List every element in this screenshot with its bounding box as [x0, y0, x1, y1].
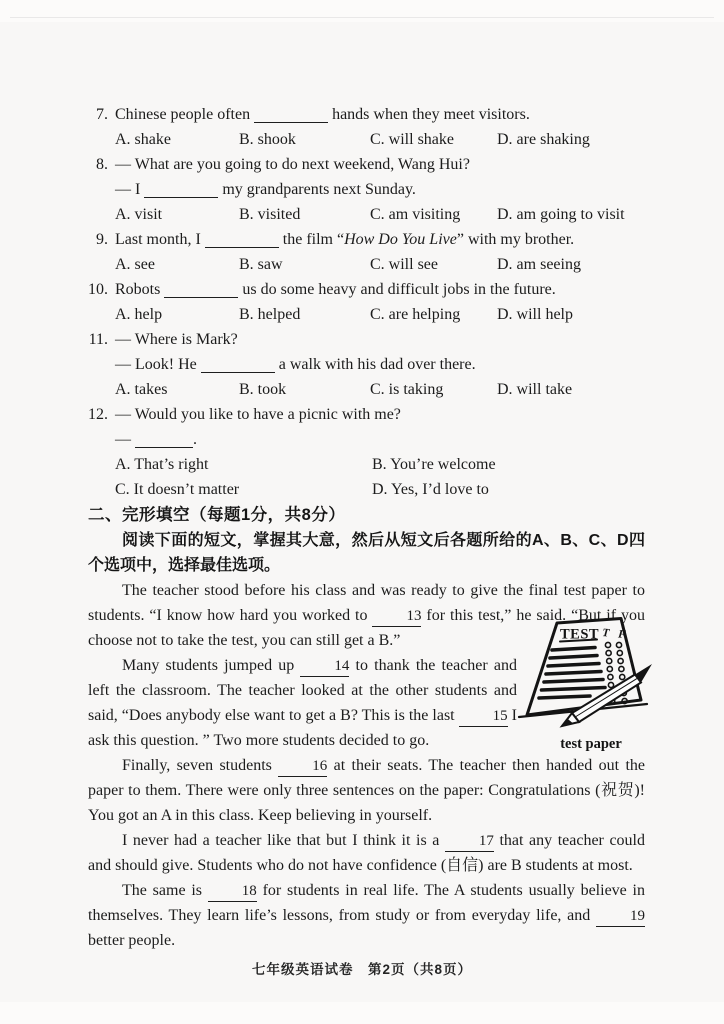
question-line: [115, 277, 645, 302]
question-item: [88, 402, 645, 502]
text-run: at their seats. The teacher then handed out the paper to them. There were only three sentences on the paper: Congratulations (祝贺)! You got an A in this class. Keep believing in yourself.: [88, 757, 646, 824]
question-line: [115, 152, 645, 177]
answer-blank: [135, 447, 193, 448]
option-item: B. You’re welcome: [372, 456, 496, 473]
answer-blank: [254, 122, 328, 123]
option-item: B. took: [239, 381, 287, 398]
page-content: [88, 102, 645, 953]
option-item: B. shook: [239, 131, 296, 148]
question-body: [115, 327, 645, 402]
question-number: 7.: [96, 106, 108, 123]
text-run: — Where is Mark?: [115, 331, 238, 348]
option-item: A. shake: [115, 131, 171, 148]
option-item: B. visited: [239, 206, 301, 223]
text-run: the film “: [278, 231, 345, 248]
film-title-italic: How Do You Live: [344, 231, 457, 248]
question-number: 8.: [96, 156, 108, 173]
option-item: C. is taking: [370, 381, 444, 398]
option-item: A. see: [115, 256, 155, 273]
cloze-paragraph: [88, 828, 645, 878]
paper-test-label: TEST: [560, 626, 600, 643]
text-run: — Look! He: [115, 356, 201, 373]
answer-blank: [205, 247, 279, 248]
option-row: [115, 452, 645, 477]
question-line: [115, 402, 645, 427]
option-item: C. It doesn’t matter: [115, 481, 240, 498]
question-number: 9.: [96, 231, 108, 248]
option-item: D. will take: [497, 381, 573, 398]
text-run: Chinese people often: [115, 106, 255, 123]
section-title: 二、完形填空（每题1分，共8分）: [88, 506, 346, 524]
question-line: [115, 352, 645, 377]
option-item: D. are shaking: [497, 131, 590, 148]
answer-blank: 14: [300, 659, 349, 677]
text-run: to thank the teacher and left the classroom. The teacher looked at the other students and said, “Does anybody else want to get a B? This is the last: [88, 657, 517, 724]
option-item: D. will help: [497, 306, 573, 323]
question-item: [88, 327, 645, 402]
questions-list: [88, 102, 645, 502]
question-body: [115, 402, 645, 502]
question-item: [88, 102, 645, 152]
text-run: better people.: [88, 932, 176, 949]
text-run: a walk with his dad over there.: [274, 356, 476, 373]
question-number: 11.: [88, 331, 108, 348]
question-body: [115, 277, 645, 327]
option-item: C. will shake: [370, 131, 454, 148]
option-row: [115, 477, 645, 502]
text-run: my grandparents next Sunday.: [218, 181, 416, 198]
test-paper-illustration: [516, 612, 666, 734]
illustration-caption: test paper: [560, 736, 622, 752]
question-item: [88, 277, 645, 327]
option-item: D. am seeing: [497, 256, 581, 273]
cloze-paragraph: [88, 653, 517, 753]
text-run: for this test,” he said. “But if you choose not to take the test, you can still get a B.”: [88, 607, 645, 649]
text-run: Last month, I: [115, 231, 205, 248]
question-body: [115, 152, 645, 227]
answer-blank: 18: [208, 884, 257, 902]
section-instructions: 阅读下面的短文，掌握其大意，然后从短文后各题所给的A、B、C、D四个选项中，选择最佳选项。: [88, 532, 645, 574]
answer-blank: [201, 372, 275, 373]
option-item: B. saw: [239, 256, 283, 273]
question-line: [115, 227, 645, 252]
answer-blank: 17: [445, 834, 494, 852]
answer-blank: [164, 297, 238, 298]
answer-blank: 19: [596, 909, 645, 927]
answer-blank: 16: [278, 759, 327, 777]
option-item: C. will see: [370, 256, 438, 273]
question-line: [115, 327, 645, 352]
option-item: D. am going to visit: [497, 206, 625, 223]
option-item: B. helped: [239, 306, 301, 323]
text-run: — What are you going to do next weekend, Wang Hui?: [115, 156, 470, 173]
question-body: [115, 227, 645, 277]
test-paper-figure: [516, 612, 666, 753]
text-run: I never had a teacher like that but I think it is a: [122, 832, 445, 849]
option-row: [115, 127, 645, 152]
question-line: [115, 177, 645, 202]
answer-blank: [144, 197, 218, 198]
text-run: —: [115, 431, 135, 448]
answer-blank: 15: [459, 709, 508, 727]
paper-text-lines-shape: [539, 648, 605, 699]
scan-artifact-line: [10, 17, 714, 18]
text-run: The same is: [122, 882, 208, 899]
text-run: for students in real life. The A students usually believe in themselves. They learn life’s lessons, from study or from everyday life, and: [88, 882, 645, 924]
question-item: [88, 152, 645, 227]
option-item: C. are helping: [370, 306, 461, 323]
text-run: us do some heavy and difficult jobs in the future.: [238, 281, 556, 298]
option-row: [115, 377, 645, 402]
cloze-paragraph: [88, 753, 645, 828]
text-run: hands when they meet visitors.: [328, 106, 530, 123]
question-item: [88, 227, 645, 277]
question-number: 12.: [88, 406, 108, 423]
text-run: Finally, seven students: [122, 757, 279, 774]
text-run: that any teacher could and should give. Students who do not have confidence (自信) are B students at most.: [88, 832, 645, 874]
text-run: — Would you like to have a picnic with me?: [115, 406, 401, 423]
option-item: C. am visiting: [370, 206, 461, 223]
option-item: D. Yes, I’d love to: [372, 481, 489, 498]
option-row: [115, 202, 645, 227]
question-body: [115, 102, 645, 152]
paper-tf-label: T F: [601, 627, 630, 642]
question-line: [115, 102, 645, 127]
option-item: A. That’s right: [115, 456, 209, 473]
cloze-paragraph: [88, 878, 645, 953]
question-number: 10.: [88, 281, 108, 298]
option-row: [115, 302, 645, 327]
text-run: .: [193, 431, 197, 448]
option-item: A. takes: [115, 381, 168, 398]
option-row: [115, 252, 645, 277]
text-run: — I: [115, 181, 145, 198]
text-run: I ask this question. ” Two more students decided to go.: [88, 707, 518, 749]
answer-blank: 13: [372, 609, 421, 627]
page-footer: 七年级英语试卷 第2页（共8页）: [251, 962, 473, 977]
option-item: A. help: [115, 306, 163, 323]
text-run: The teacher stood before his class and was ready to give the final test paper to students. “I know how hard you worked to: [88, 582, 645, 624]
question-line: [115, 427, 645, 452]
text-run: ” with my brother.: [456, 231, 575, 248]
text-run: Robots: [115, 281, 165, 298]
option-item: A. visit: [115, 206, 163, 223]
text-run: Many students jumped up: [122, 657, 301, 674]
